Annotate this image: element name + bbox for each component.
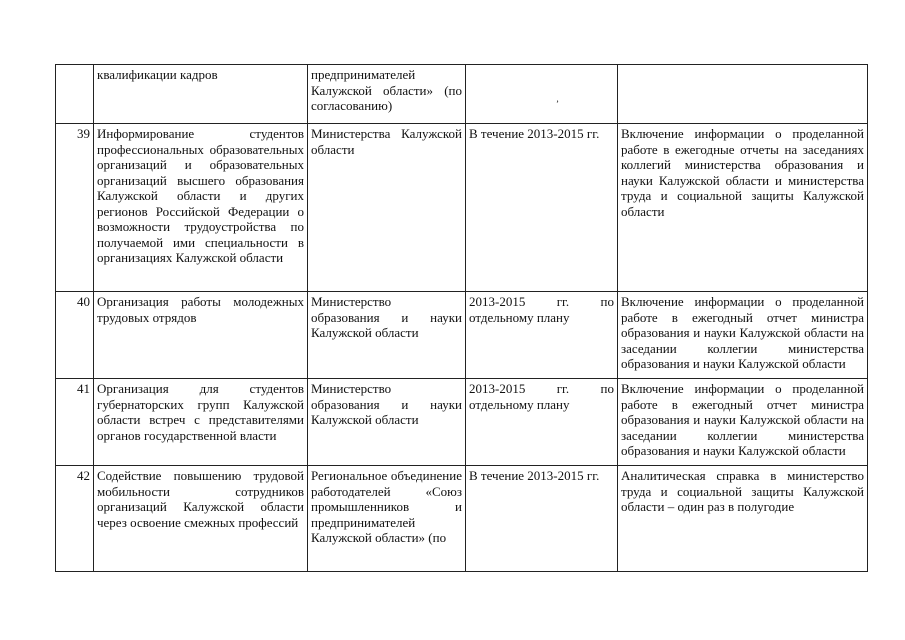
result-cell: Включение информации о проделанной работе в ежегодный отчет министра образования и науки Калужской области на заседании коллегии министерства образования и науки Калужской области	[618, 292, 868, 379]
plan-table	[55, 64, 868, 572]
result-cell: Включение информации о проделанной работе в ежегодный отчет министра образования и науки Калужской области на заседании коллегии министерства образования и науки Калужской области	[618, 379, 868, 466]
activity-cell: Организация работы молодежных трудовых отрядов	[94, 292, 308, 379]
executor-cell: Министерство образования и науки Калужской области	[308, 379, 466, 466]
term-cell	[466, 65, 618, 124]
executor-cell: предпринимателей Калужской области» (по согласованию)	[308, 65, 466, 124]
result-cell: Аналитическая справка в министерство труда и социальной защиты Калужской области – один раз в полугодие	[618, 466, 868, 572]
result-cell	[618, 65, 868, 124]
scan-speck: ʼ	[556, 99, 559, 109]
row-number: 41	[56, 379, 94, 466]
row-number: 39	[56, 124, 94, 292]
executor-cell: Министерство образования и науки Калужской области	[308, 292, 466, 379]
activity-cell: Организация для студентов губернаторских групп Калужской области встреч с представителями органов государственной власти	[94, 379, 308, 466]
row-number: 42	[56, 466, 94, 572]
term-cell: 2013-2015 гг. по отдельному плану	[466, 379, 618, 466]
row-number	[56, 65, 94, 124]
term-cell: 2013-2015 гг. по отдельному плану	[466, 292, 618, 379]
activity-cell: Содействие повышению трудовой мобильности сотрудников организаций Калужской области через освоение смежных профессий	[94, 466, 308, 572]
table-row	[56, 124, 868, 292]
activity-cell: квалификации кадров	[94, 65, 308, 124]
term-cell: В течение 2013-2015 гг.	[466, 124, 618, 292]
activity-cell: Информирование студентов профессиональных образовательных организаций и образовательных организаций высшего образования Калужской области и других регионов Российской Федерации о возможности трудоустройства по получаемой ими специальности в организациях Калужской области	[94, 124, 308, 292]
table-row	[56, 292, 868, 379]
table-row	[56, 466, 868, 572]
result-cell: Включение информации о проделанной работе в ежегодные отчеты на заседаниях коллегий министерства образования и науки Калужской области и министерства труда и социальной защиты Калужской области	[618, 124, 868, 292]
executor-cell: Региональное объединение работодателей «Союз промышленников и предпринимателей Калужской области» (по	[308, 466, 466, 572]
term-cell: В течение 2013-2015 гг.	[466, 466, 618, 572]
row-number: 40	[56, 292, 94, 379]
table-row	[56, 65, 868, 124]
executor-cell: Министерства Калужской области	[308, 124, 466, 292]
table-row	[56, 379, 868, 466]
